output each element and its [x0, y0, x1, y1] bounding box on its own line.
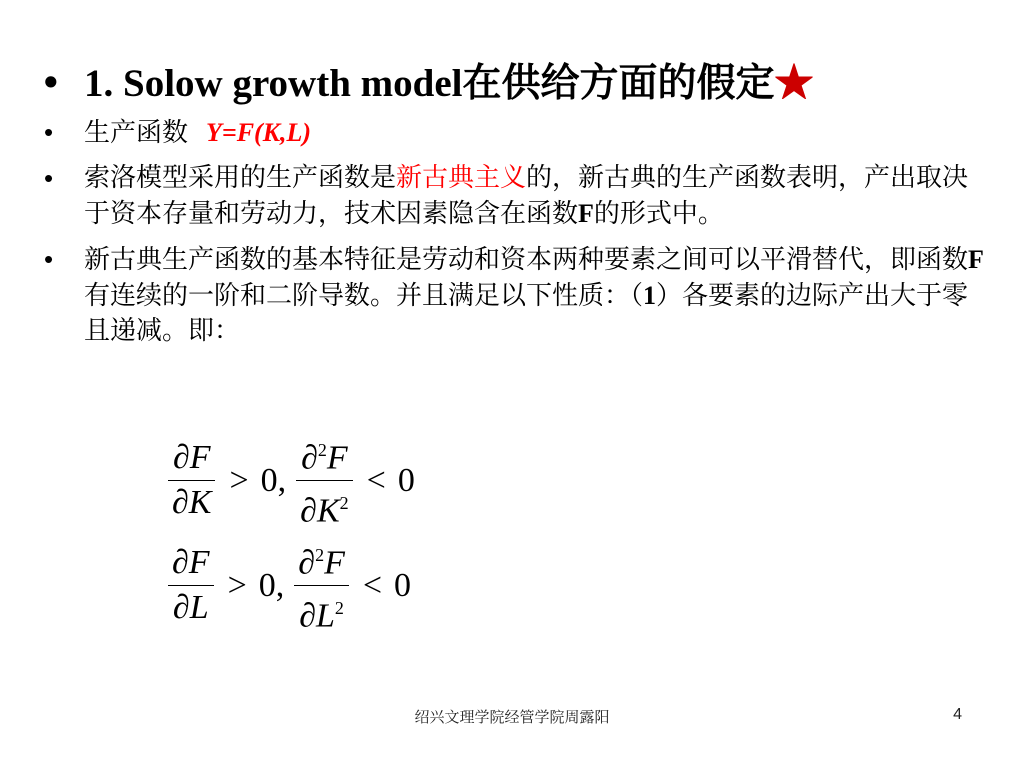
bullet-3-neoclassical — [44, 161, 984, 232]
bullet-4-text-c: ）各要素的边际产出大于零且递减。即： — [84, 281, 969, 346]
heading-cjk-text: 在供给方面的假定 — [462, 60, 775, 106]
star-icon: ★ — [774, 60, 814, 106]
less-than-sign: < — [366, 461, 386, 499]
fraction-d2F-dL2 — [294, 533, 349, 639]
bullet-3-text-a: 索洛模型采用的生产函数是 — [84, 163, 397, 193]
f-symbol: F — [326, 439, 348, 476]
function-f-symbol: F — [578, 199, 594, 228]
page-number: 4 — [953, 706, 962, 723]
fraction-dF-dK — [168, 436, 215, 525]
heading-latin-text: 1. Solow growth model — [84, 62, 463, 105]
footer-author: 绍兴文理学院经管学院周露阳 — [414, 708, 610, 726]
zero-value: 0 — [397, 461, 415, 499]
numerator: ∂F — [172, 544, 210, 581]
bullet-4-properties — [44, 242, 984, 349]
property-number: 1 — [643, 281, 657, 310]
denominator: ∂L — [172, 589, 209, 626]
denominator: ∂K — [172, 484, 212, 521]
bullet-4-text-b: 有连续的一阶和二阶导数。并且满足以下性质：（ — [84, 281, 644, 311]
fraction-dF-dL — [168, 541, 214, 630]
bullet-2-production-function — [44, 115, 984, 151]
bullet-dot: • — [44, 61, 58, 104]
exponent: 2 — [334, 598, 344, 618]
bullet-dot: • — [44, 244, 54, 274]
equation-row-l — [168, 533, 415, 638]
equation-row-k — [168, 428, 415, 533]
marginal-product-equations — [168, 428, 415, 638]
bullet-4-text-a: 新古典生产函数的基本特征是劳动和资本两种要素之间可以平滑替代，即函数 — [84, 245, 969, 275]
exponent: 2 — [339, 493, 349, 513]
function-f-symbol: F — [968, 245, 984, 274]
exponent: 2 — [317, 439, 327, 460]
slide-bullet-list — [44, 58, 984, 349]
partial-k: ∂K — [300, 492, 340, 530]
numerator — [297, 428, 352, 480]
zero-value: 0, — [260, 461, 287, 499]
numerator — [294, 533, 349, 585]
greater-than-sign: > — [227, 566, 247, 604]
denominator — [296, 481, 352, 533]
greater-than-sign: > — [229, 461, 249, 499]
bullet-dot: • — [44, 163, 54, 193]
f-symbol: F — [324, 544, 345, 581]
production-function-label: 生产函数 — [84, 118, 189, 148]
fraction-d2F-dK2 — [296, 428, 352, 534]
less-than-sign: < — [362, 566, 383, 604]
neoclassical-highlight: 新古典主义 — [396, 163, 527, 193]
production-function-formula: Y=F(K,L) — [206, 118, 312, 147]
exponent: 2 — [315, 544, 325, 565]
bullet-3-text-c: 的形式中。 — [593, 199, 724, 229]
partial-symbol: ∂ — [298, 544, 316, 581]
bullet-dot: • — [44, 117, 54, 147]
partial-symbol: ∂ — [301, 439, 318, 476]
zero-value: 0, — [258, 566, 285, 604]
denominator — [295, 586, 348, 638]
bullet-3-text-b: 的，新古典的生产函数表明，产出取决于资本存量和劳动力，技术因素隐含在函数 — [84, 163, 969, 229]
partial-l: ∂L — [299, 597, 335, 635]
bullet-1-heading — [44, 58, 984, 109]
numerator: ∂F — [172, 439, 211, 476]
zero-value: 0 — [394, 566, 412, 604]
